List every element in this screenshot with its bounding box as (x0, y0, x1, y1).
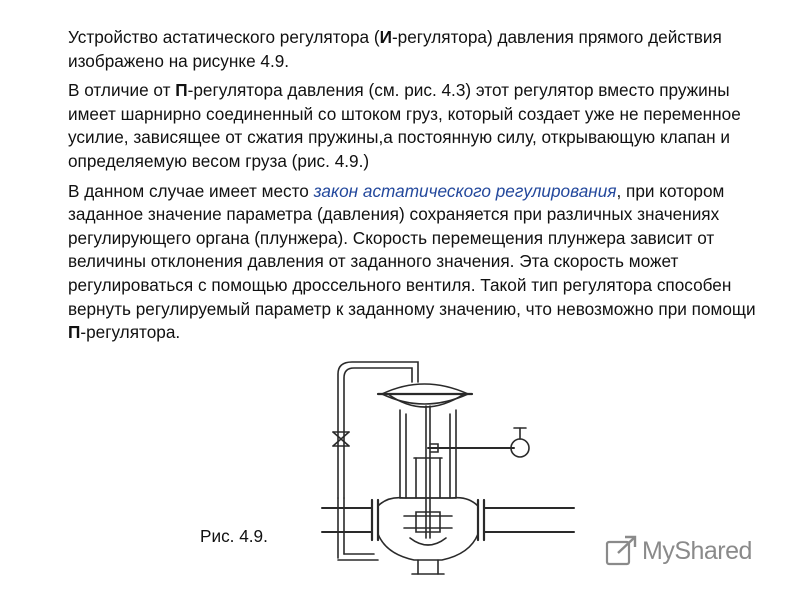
figure-caption: Рис. 4.9. (200, 526, 268, 546)
p1-part-c: -регулятора) давления прямого действия изображено на рисунке 4.9. (68, 27, 722, 71)
p3-part-c: , при котором заданное значение параметра (давления) сохраняется при различных значениях регулирующего органа (плунжера). Скорость перемещения плунжера зависит от величины отклонения давления от заданного значения. Эта скорость может регулироваться с помощью дроссельного вентиля. Такой тип регулятора способен вернуть регулируемый параметр к заданному значению, что невозможно при помощи (68, 180, 756, 319)
watermark-text: MyShared (642, 536, 752, 565)
share-logo-icon (604, 534, 638, 568)
p2-part-a: В отличие от (68, 80, 176, 101)
paragraph-3 (68, 180, 768, 345)
paragraph-1 (68, 26, 768, 73)
watermark (604, 534, 752, 568)
p3-part-e: -регулятора. (80, 322, 181, 343)
p2-part-c: -регулятора давления (см. рис. 4.3) этот регулятор вместо пружины имеет шарнирно соединенный со штоком груз, который создает уже не переменное усилие, зависящее от сжатия пружины,а постоянную силу, открывающую клапан и определяемую весом груза (рис. 4.9.) (68, 80, 741, 171)
p3-bold-p: П (68, 322, 81, 343)
p1-part-a: Устройство астатического регулятора ( (68, 27, 380, 47)
p2-bold-p: П (175, 80, 188, 101)
regulator-diagram (318, 348, 578, 580)
paragraph-2 (68, 79, 768, 173)
p1-bold-i: И (379, 27, 392, 47)
p3-part-a: В данном случае имеет место (68, 180, 314, 201)
body-text (68, 26, 768, 351)
astatic-law-link[interactable]: закон астатического регулирования (313, 180, 617, 201)
